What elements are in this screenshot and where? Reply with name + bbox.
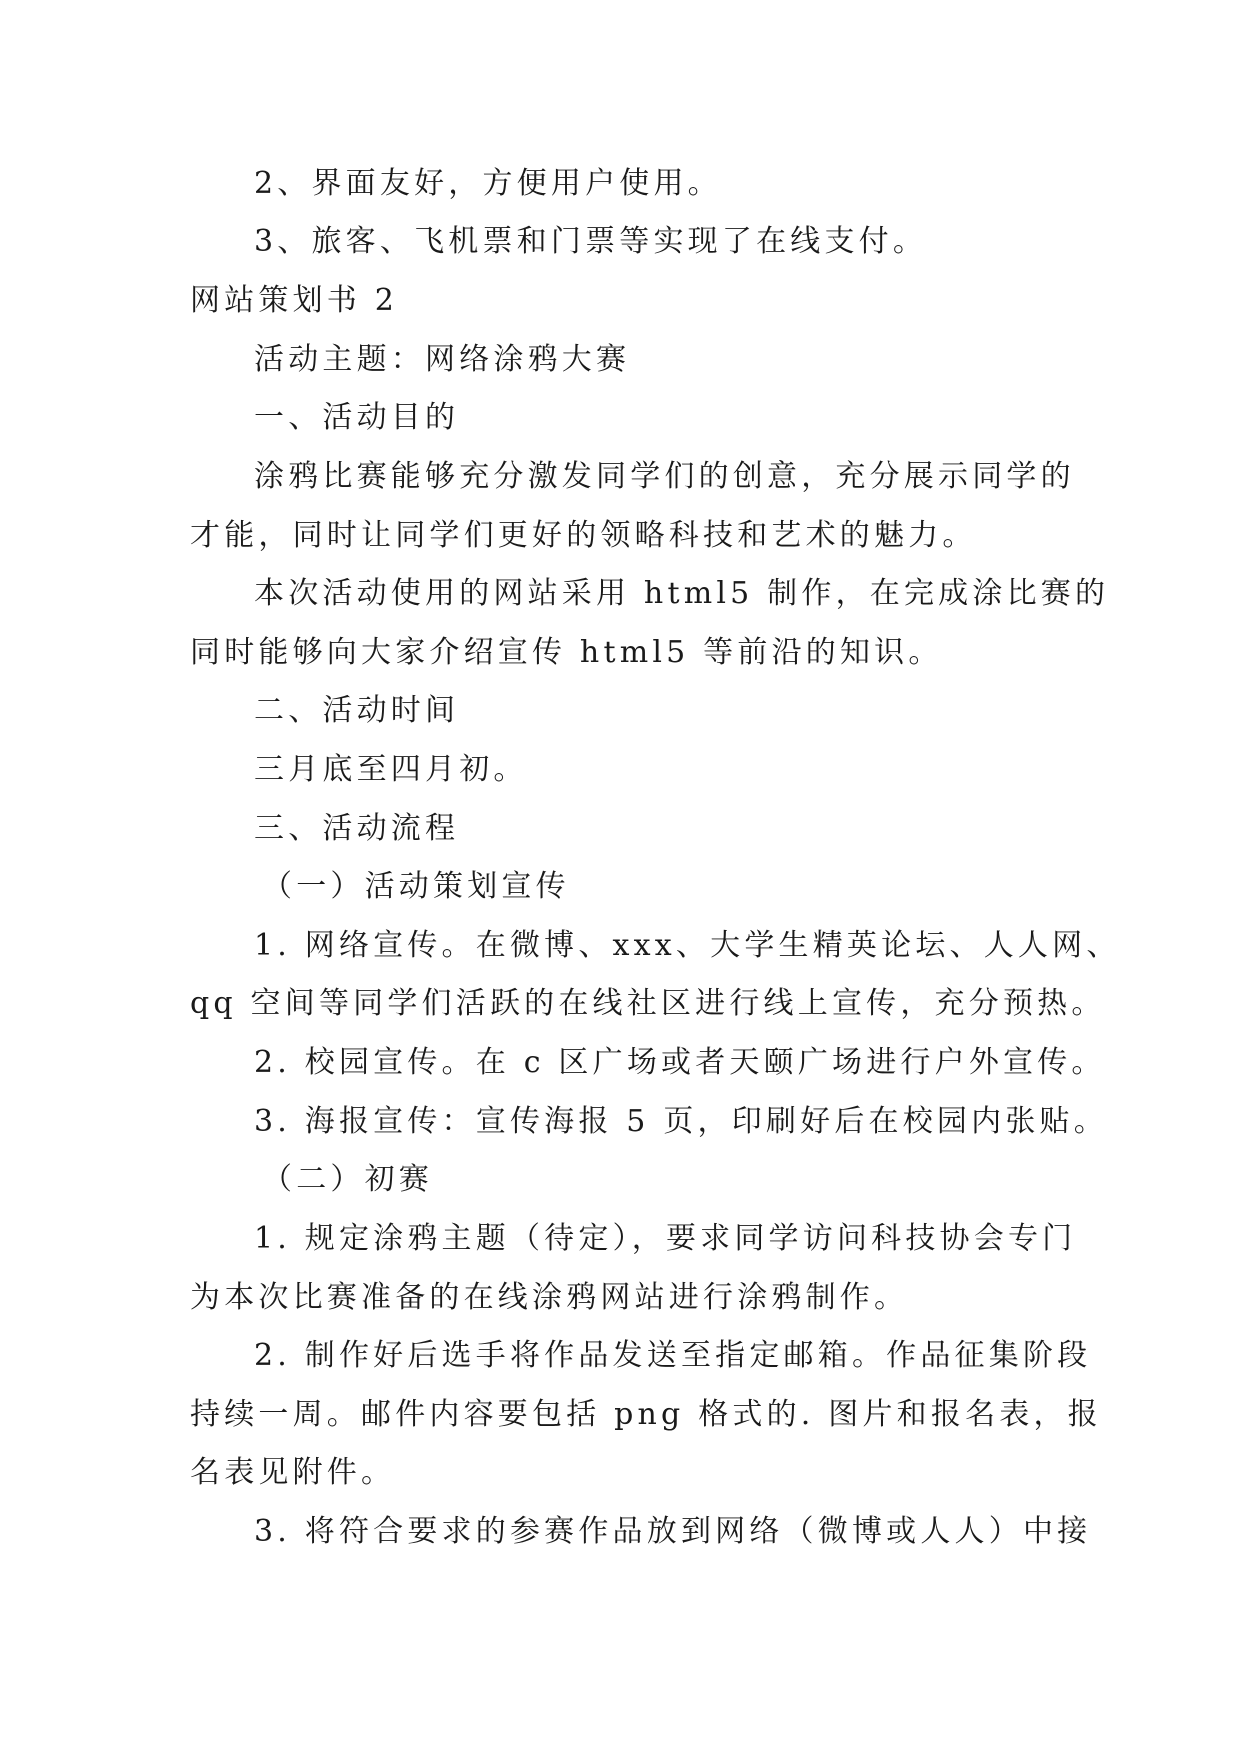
list-item: 2、界面友好，方便用户使用。 (254, 166, 722, 201)
activity-theme: 活动主题：网络涂鸦大赛 (254, 342, 631, 377)
paragraph-line: qq 空间等同学们活跃的在线社区进行线上宣传，充分预热。 (190, 986, 1106, 1021)
paragraph-line: 三月底至四月初。 (254, 752, 528, 787)
list-item: 1. 网络宣传。在微博、xxx、大学生精英论坛、人人网、 (254, 928, 1121, 963)
list-item: 3. 将符合要求的参赛作品放到网络（微博或人人）中接 (254, 1514, 1092, 1549)
paragraph-line: 本次活动使用的网站采用 html5 制作，在完成涂比赛的 (254, 576, 1110, 611)
section-title: 网站策划书 2 (190, 283, 399, 318)
list-item: 2. 制作好后选手将作品发送至指定邮箱。作品征集阶段 (254, 1338, 1092, 1373)
paragraph-line: 名表见附件。 (190, 1455, 396, 1490)
heading-purpose: 一、活动目的 (254, 400, 460, 435)
subheading-preliminary: （二）初赛 (262, 1162, 433, 1197)
paragraph-line: 涂鸦比赛能够充分激发同学们的创意，充分展示同学的 (254, 459, 1075, 494)
subheading-promotion: （一）活动策划宣传 (262, 869, 570, 904)
list-item: 3、旅客、飞机票和门票等实现了在线支付。 (254, 224, 928, 259)
paragraph-line: 才能，同时让同学们更好的领略科技和艺术的魅力。 (190, 518, 977, 553)
heading-process: 三、活动流程 (254, 811, 460, 846)
heading-time: 二、活动时间 (254, 693, 460, 728)
list-item: 2. 校园宣传。在 c 区广场或者天颐广场进行户外宣传。 (254, 1045, 1106, 1080)
list-item: 3. 海报宣传：宣传海报 5 页，印刷好后在校园内张贴。 (254, 1104, 1108, 1139)
list-item: 1. 规定涂鸦主题（待定），要求同学访问科技协会专门 (254, 1221, 1077, 1256)
paragraph-line: 为本次比赛准备的在线涂鸦网站进行涂鸦制作。 (190, 1280, 909, 1315)
paragraph-line: 同时能够向大家介绍宣传 html5 等前沿的知识。 (190, 635, 943, 670)
paragraph-line: 持续一周。邮件内容要包括 png 格式的. 图片和报名表，报 (190, 1397, 1102, 1432)
